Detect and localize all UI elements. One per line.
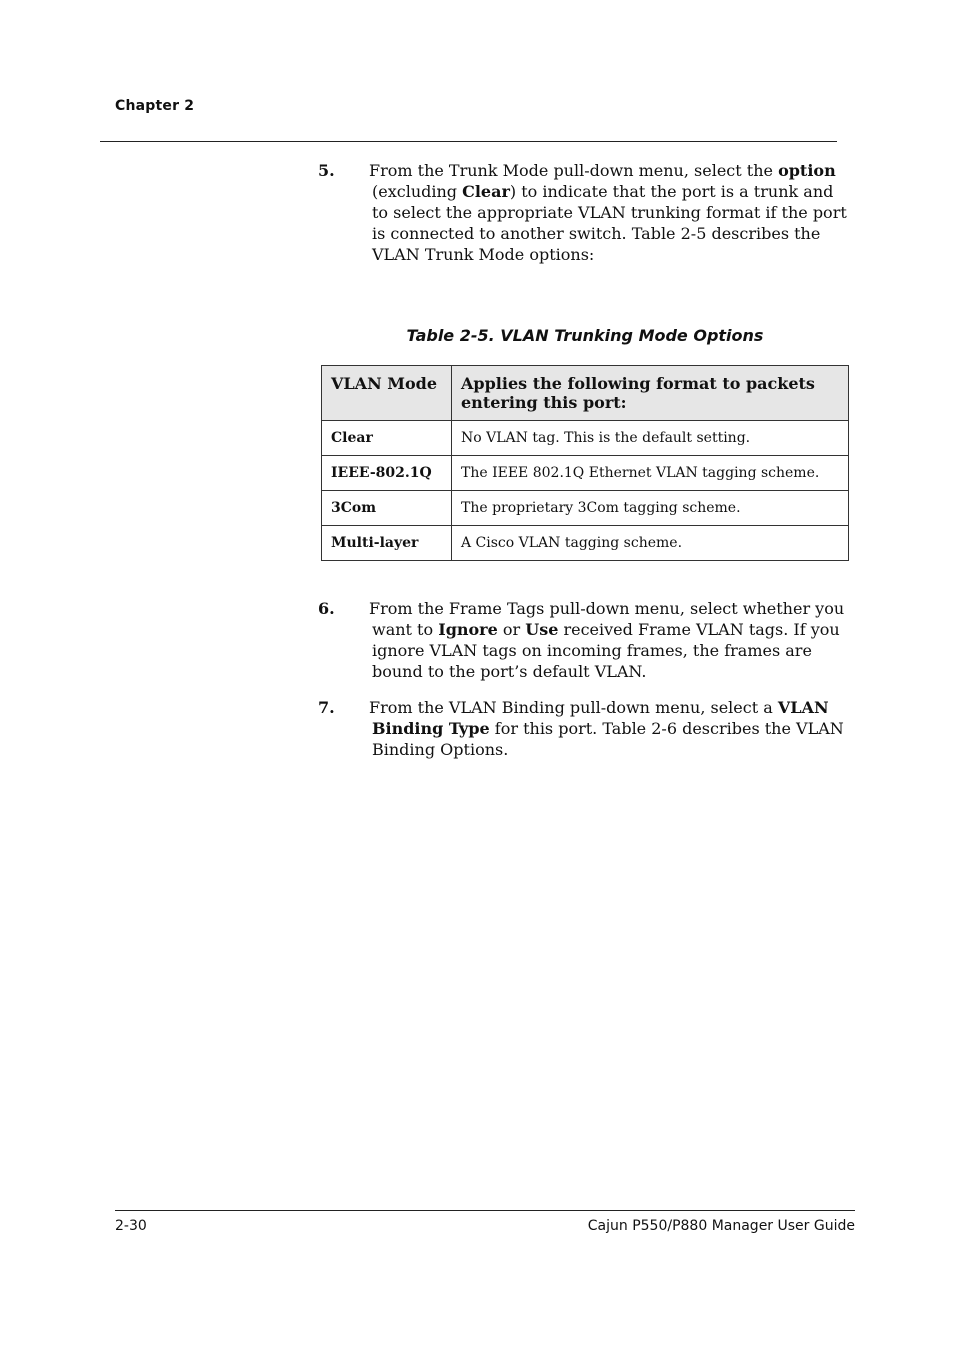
mode-cell: Multi-layer [322,526,452,561]
chapter-heading: Chapter 2 [115,98,195,114]
option-term: option [778,161,836,180]
step-5-number: 5. [318,161,335,180]
vlan-binding-type-term: VLAN Binding Type [372,698,829,738]
footer-divider [115,1210,855,1211]
page-number: 2-30 [115,1218,147,1234]
step-6-number: 6. [318,599,335,618]
mode-cell: Clear [322,421,452,456]
step-7 [318,697,850,760]
mode-cell: IEEE-802.1Q [322,456,452,491]
step-7-text: 7. From the VLAN Binding pull-down menu, select a VLAN Binding Type for this port. Table 2-6 describes the VLAN Binding Options. [318,698,844,759]
column-header-mode: VLAN Mode [322,366,452,421]
table-header-row [322,366,849,421]
header-divider [100,141,837,142]
table-row [322,421,849,456]
table-row [322,526,849,561]
table-caption: Table 2-5. VLAN Trunking Mode Options [406,326,764,345]
use-term: Use [525,620,559,639]
step-5-text: 5. From the Trunk Mode pull-down menu, select the option (excluding Clear) to indicate that the port is a trunk and to select the appropriate VLAN trunking format if the port is connected to another switch. Table 2-5 describes the VLAN Trunk Mode options: [318,161,847,264]
clear-term: Clear [462,182,510,201]
step-6 [318,598,850,682]
table-row [322,491,849,526]
step-7-number: 7. [318,698,335,717]
ignore-term: Ignore [438,620,498,639]
step-6-text: 6. From the Frame Tags pull-down menu, select whether you want to Ignore or Use received Frame VLAN tags. If you ignore VLAN tags on incoming frames, the frames are bound to the port’s default VLAN. [318,599,845,681]
vlan-trunking-table [321,365,849,561]
guide-title: Cajun P550/P880 Manager User Guide [587,1218,855,1234]
description-cell: The proprietary 3Com tagging scheme. [452,491,849,526]
table-row [322,456,849,491]
description-cell: The IEEE 802.1Q Ethernet VLAN tagging scheme. [452,456,849,491]
description-cell: No VLAN tag. This is the default setting. [452,421,849,456]
mode-cell: 3Com [322,491,452,526]
column-header-format: Applies the following format to packets entering this port: [452,366,849,421]
step-5 [318,160,850,265]
description-cell: A Cisco VLAN tagging scheme. [452,526,849,561]
